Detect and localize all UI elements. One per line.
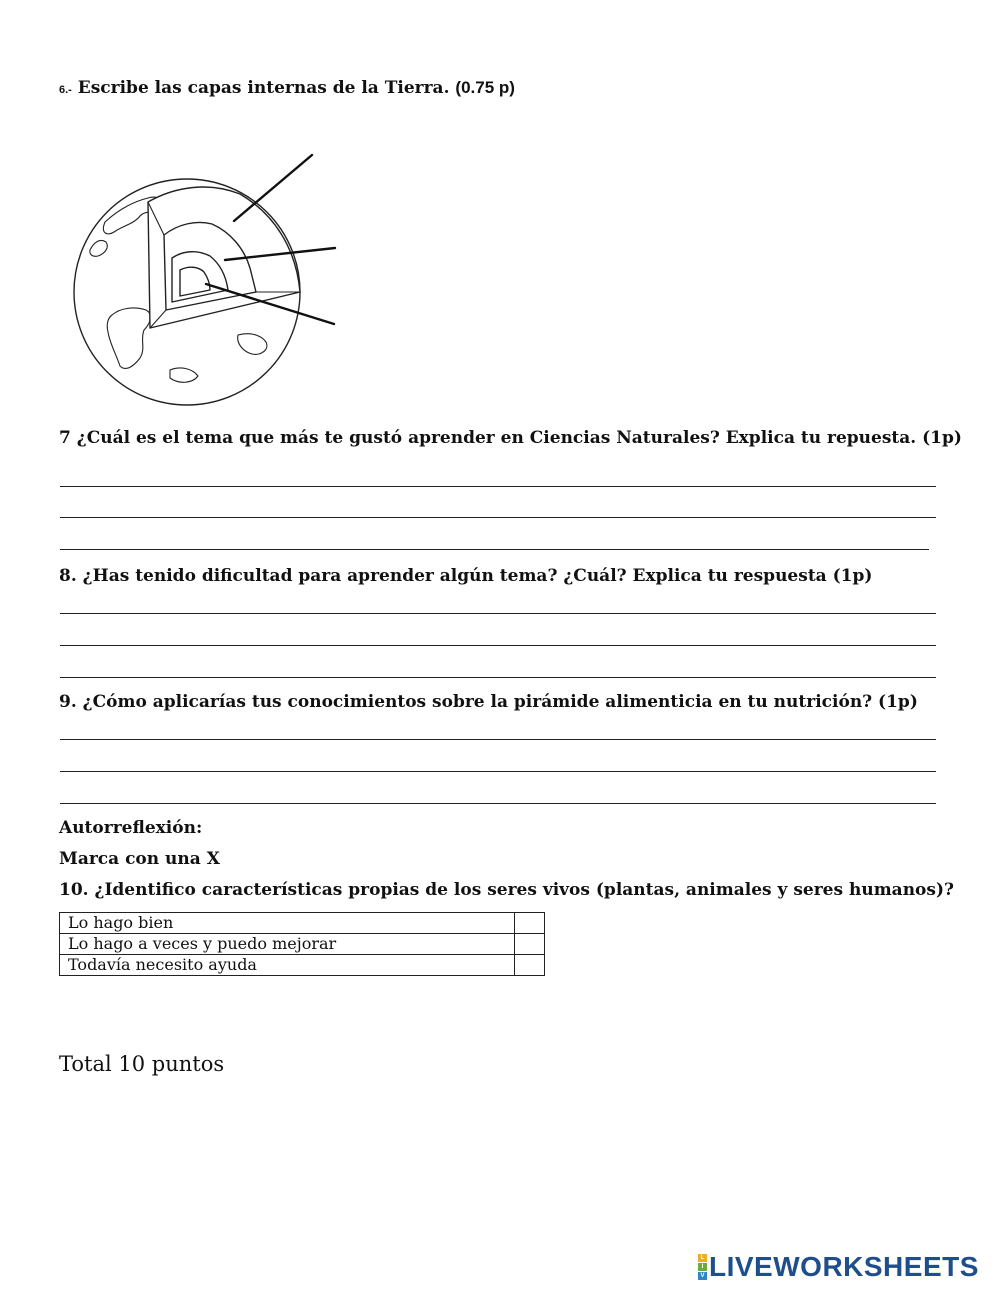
answer-line[interactable] — [60, 739, 936, 740]
question-6-text: Escribe las capas internas de la Tierra. — [77, 78, 450, 98]
self-reflection-heading: Autorreflexión: — [59, 818, 203, 838]
table-row — [60, 955, 545, 976]
question-6-title — [59, 78, 515, 98]
checkbox-cell[interactable] — [515, 955, 545, 976]
answer-line[interactable] — [60, 645, 936, 646]
table-row — [60, 913, 545, 934]
question-8-title: 8. ¿Has tenido dificultad para aprender algún tema? ¿Cuál? Explica tu respuesta (1p) — [59, 566, 873, 586]
answer-line[interactable] — [60, 517, 936, 518]
question-6-points: (0.75 p) — [455, 78, 515, 97]
checkbox-cell[interactable] — [515, 934, 545, 955]
answer-line[interactable] — [60, 771, 936, 772]
question-10-title: 10. ¿Identifico características propias de los seres vivos (plantas, animales y seres humanos)? — [59, 880, 954, 900]
answer-line[interactable] — [60, 677, 936, 678]
question-6-number: 6.- — [59, 84, 72, 96]
answer-line[interactable] — [60, 803, 936, 804]
answer-line[interactable] — [60, 486, 936, 487]
total-points: Total 10 puntos — [59, 1052, 225, 1076]
option-label: Todavía necesito ayuda — [60, 955, 515, 976]
question-7-title: 7 ¿Cuál es el tema que más te gustó aprender en Ciencias Naturales? Explica tu repuesta. (1p) — [59, 428, 962, 448]
checkbox-cell[interactable] — [515, 913, 545, 934]
liveworksheets-logo — [698, 1253, 979, 1281]
self-reflection-instruction: Marca con una X — [59, 849, 220, 869]
table-row — [60, 934, 545, 955]
earth-layers-illustration — [60, 140, 360, 420]
brand-name: LIVEWORKSHEETS — [709, 1251, 979, 1282]
answer-line[interactable] — [60, 549, 929, 550]
question-9-title: 9. ¿Cómo aplicarías tus conocimientos sobre la pirámide alimenticia en tu nutrición? (1p) — [59, 692, 918, 712]
self-assessment-table — [59, 912, 545, 976]
option-label: Lo hago bien — [60, 913, 515, 934]
liveworksheets-logo-icon: L I V — [698, 1254, 707, 1280]
crust-pointer-line — [234, 155, 312, 221]
option-label: Lo hago a veces y puedo mejorar — [60, 934, 515, 955]
answer-line[interactable] — [60, 613, 936, 614]
